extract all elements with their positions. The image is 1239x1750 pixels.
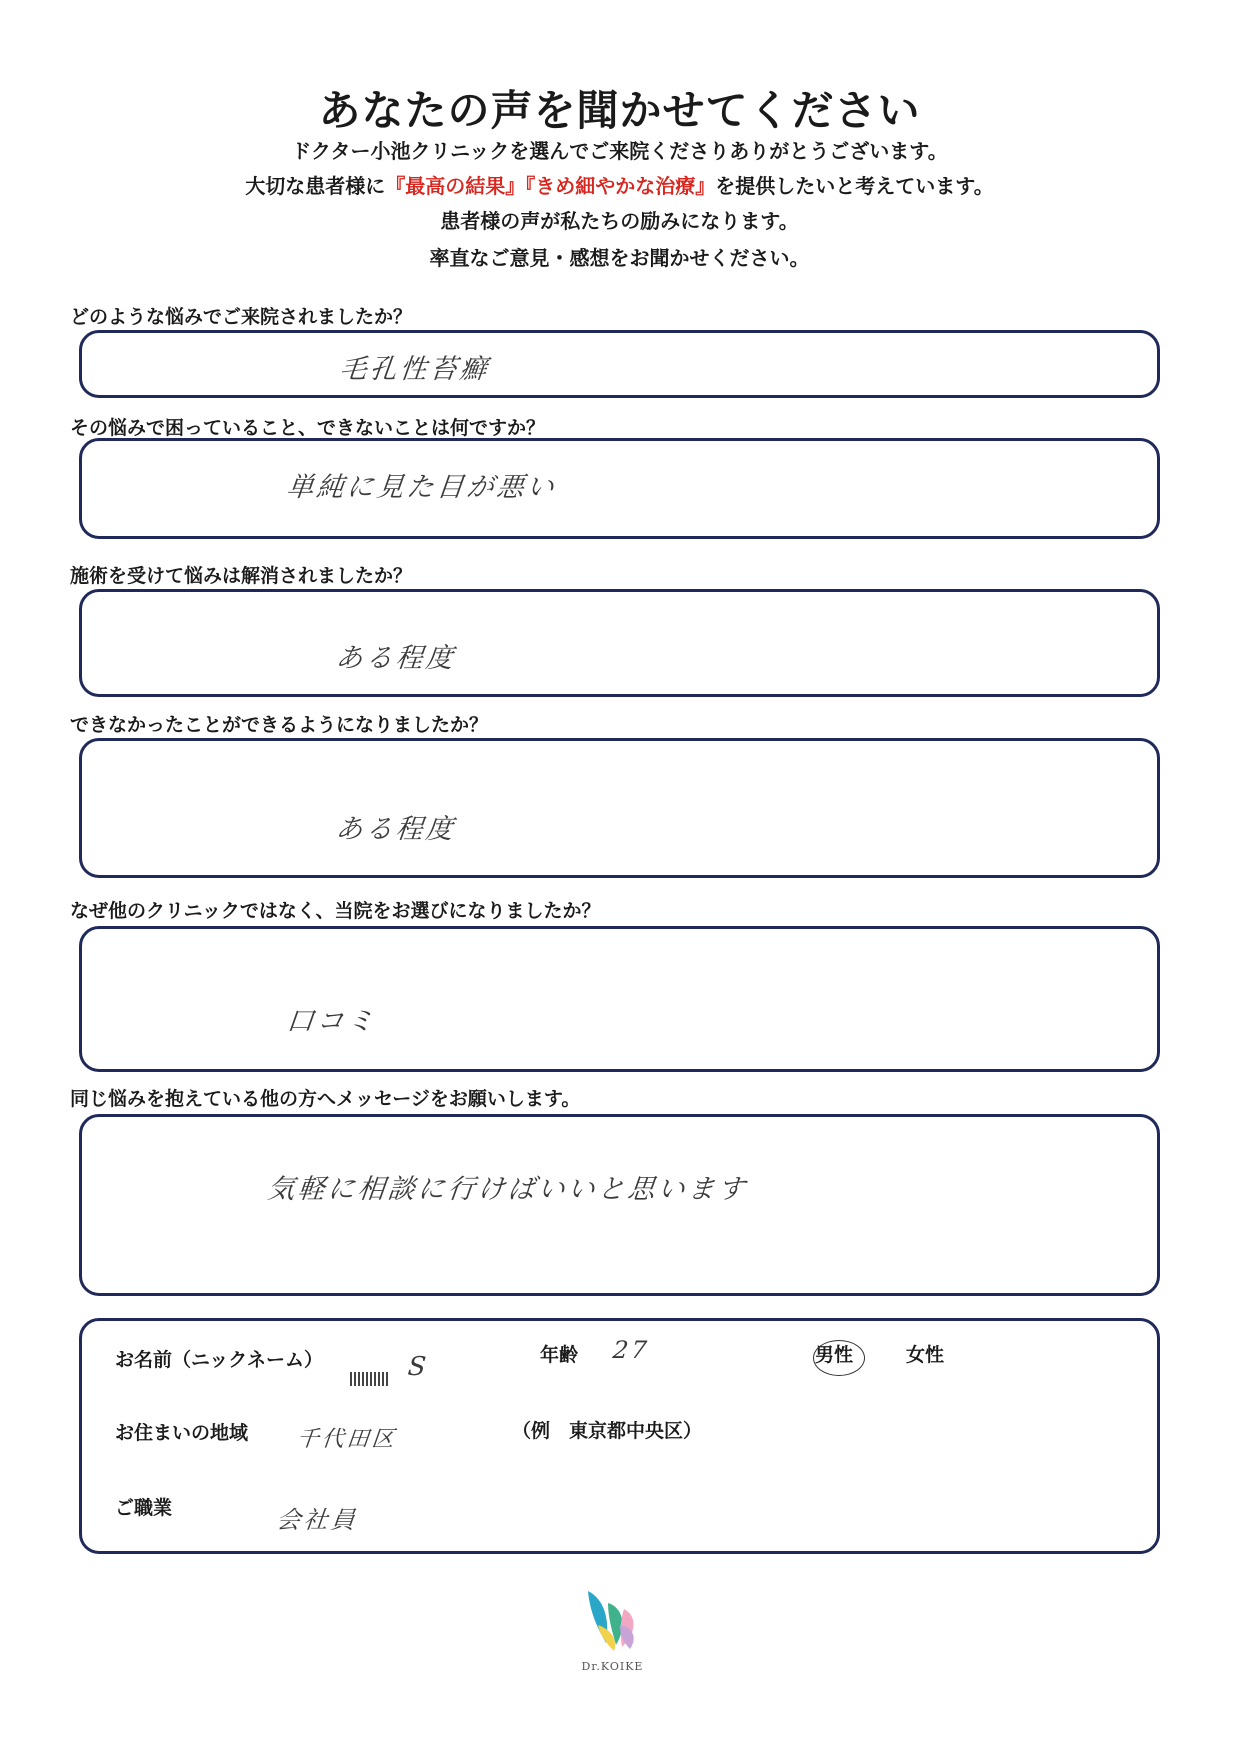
answer-5: 口コミ [285, 1006, 379, 1037]
answer-6: 気軽に相談に行けばいいと思います [266, 1174, 750, 1205]
answer-1: 毛孔性苔癬 [338, 354, 492, 385]
question-6-label: 同じ悩みを抱えている他の方へメッセージをお願いします。 [70, 1088, 581, 1110]
question-3-label: 施術を受けて悩みは解消されましたか？ [70, 565, 413, 587]
crossed-out-scribble [350, 1372, 390, 1386]
answer-box-3[interactable] [79, 589, 1160, 697]
question-2-label: その悩みで困っていること、できないことは何ですか？ [70, 417, 546, 439]
intro-line-2 [0, 170, 1239, 199]
gender-female-option[interactable]: 女性 [906, 1344, 945, 1366]
question-1-label: どのような悩みでご来院されましたか？ [70, 306, 413, 328]
logo-text: Dr.KOIKE [581, 1660, 644, 1673]
name-value: S [406, 1352, 431, 1382]
job-label: ご職業 [115, 1497, 173, 1519]
intro-line-2-post: を提供したいと考えています。 [715, 174, 994, 198]
intro-line-3: 患者様の声が私たちの励みになります。 [440, 209, 799, 233]
intro-line-1: ドクター小池クリニックを選んでご来院くださりありがとうございます。 [291, 139, 948, 163]
answer-box-5[interactable] [79, 926, 1160, 1072]
area-label: お住まいの地域 [115, 1422, 249, 1444]
intro-line-4: 率直なご意見・感想をお聞かせください。 [429, 246, 810, 270]
answer-2: 単純に見た目が悪い [285, 472, 559, 503]
answer-box-2[interactable] [79, 438, 1160, 539]
area-example: （例 東京都中央区） [512, 1420, 703, 1442]
selected-circle-mark [813, 1340, 865, 1376]
answer-box-4[interactable] [79, 738, 1160, 878]
question-5-label: なぜ他のクリニックではなく、当院をお選びになりましたか？ [70, 900, 601, 922]
area-value: 千代田区 [295, 1427, 399, 1452]
gender-male-option[interactable]: 男性 [815, 1344, 854, 1366]
answer-4: ある程度 [334, 814, 458, 845]
intro-line-2-pre: 大切な患者様に [245, 174, 386, 198]
feather-logo-icon [578, 1585, 648, 1657]
question-4-label: できなかったことができるようになりましたか？ [70, 714, 489, 736]
name-label: お名前（ニックネーム） [115, 1349, 324, 1371]
page-title: あなたの声を聞かせてください [318, 86, 921, 135]
age-value: 27 [611, 1336, 652, 1364]
answer-box-6[interactable] [79, 1114, 1160, 1296]
answer-3: ある程度 [334, 643, 458, 674]
dr-koike-logo [578, 1585, 648, 1657]
job-value: 会社員 [275, 1506, 360, 1534]
answer-box-1[interactable] [79, 330, 1160, 398]
intro-highlight: 『最高の結果』『きめ細やかな治療』 [385, 174, 716, 198]
age-label: 年齢 [540, 1344, 579, 1366]
